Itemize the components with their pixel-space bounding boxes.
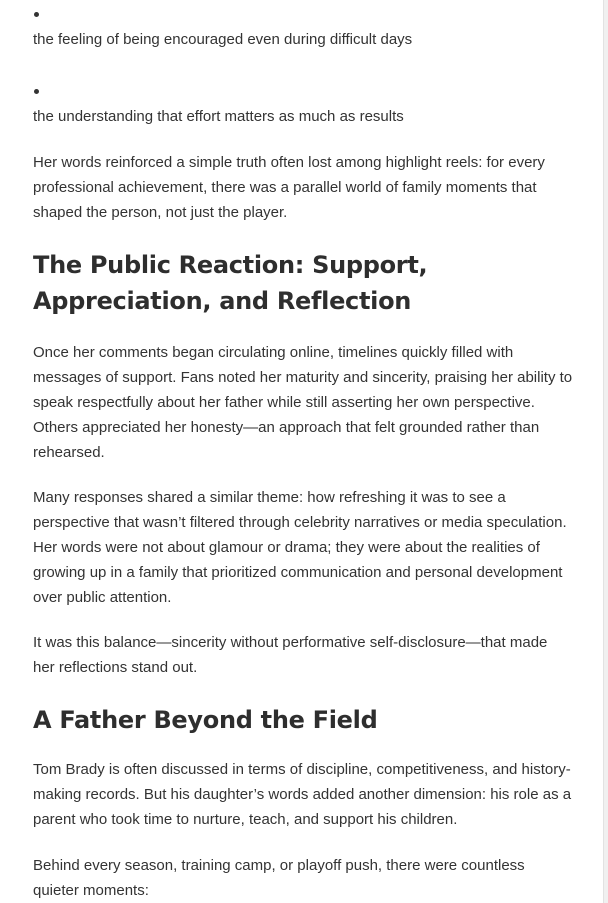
list-item-text: the understanding that effort matters as much as results [33, 108, 404, 125]
paragraph: Once her comments began circulating online, timelines quickly filled with messages of support. Fans noted her maturity and sincerity, praising her ability to speak respectfully about her father while still asserting her own perspective. Others appreciated her honesty—an approach that felt grounded rather than rehearsed. [33, 344, 573, 461]
paragraph: Her words reinforced a simple truth often lost among highlight reels: for every professional achievement, there was a parallel world of family moments that shaped the person, not just the player. [33, 154, 545, 221]
paragraph: Behind every season, training camp, or playoff push, there were countless quieter moments: [33, 857, 525, 899]
bullet-dot-icon [34, 12, 39, 17]
section-heading: A Father Beyond the Field [33, 706, 378, 734]
bullet-dot-icon [34, 89, 39, 94]
paragraph: It was this balance—sincerity without performative self-disclosure—that made her reflections stand out. [33, 634, 548, 676]
paragraph: Many responses shared a similar theme: how refreshing it was to see a perspective that wasn’t filtered through celebrity narratives or media speculation. Her words were not about glamour or drama; they were about the realities of growing up in a family that prioritized communication and personal development over public attention. [33, 489, 567, 606]
list-item-text: the feeling of being encouraged even during difficult days [33, 31, 413, 48]
section-heading: The Public Reaction: Support, Appreciation, and Reflection [33, 251, 428, 315]
paragraph: Tom Brady is often discussed in terms of discipline, competitiveness, and history-making records. But his daughter’s words added another dimension: his role as a parent who took time to nurture, teach, and support his children. [33, 761, 572, 828]
scrollbar[interactable] [603, 0, 608, 903]
